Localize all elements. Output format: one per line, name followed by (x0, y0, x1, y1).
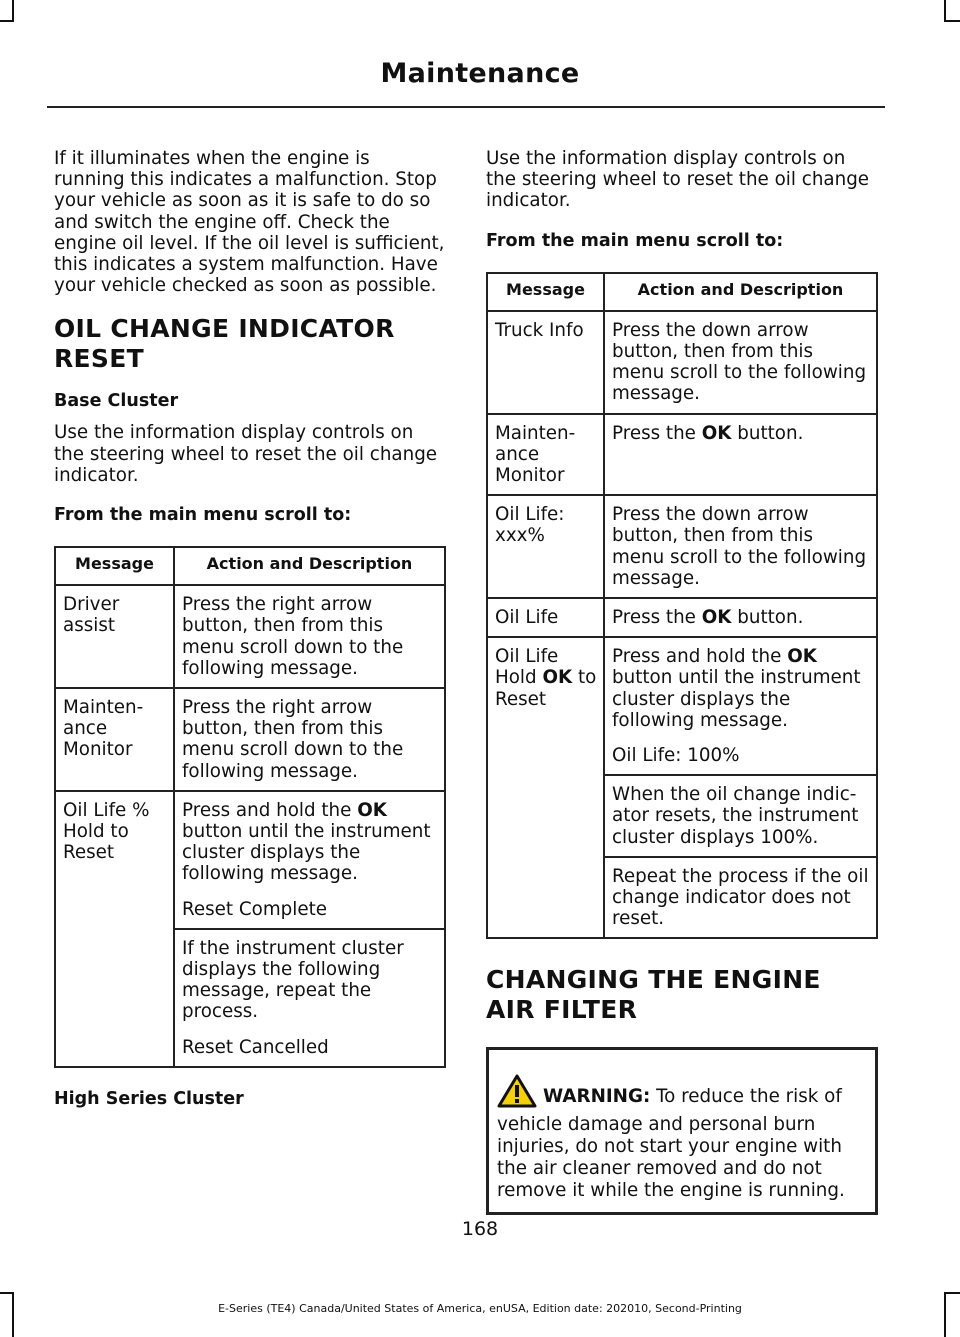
message-cell: Mainten- ance Monitor (55, 688, 174, 791)
base-cluster-heading: Base Cluster (54, 391, 179, 412)
action-cell: Press the down arrow button, then from this menu scroll to the following message. (604, 311, 877, 414)
page-number: 168 (461, 1218, 499, 1240)
table-row (487, 414, 877, 496)
column-header-message: Message (487, 273, 604, 311)
crop-mark (944, 1292, 960, 1294)
high-series-heading: High Series Cluster (54, 1088, 244, 1109)
crop-mark (12, 0, 14, 22)
message-text: Oil Life Hold (495, 646, 559, 689)
table-row (487, 311, 877, 414)
message-cell (487, 637, 604, 938)
page-header-title: Maintenance (380, 58, 580, 89)
ok-button-label: OK (701, 422, 732, 444)
action-cell: Press the down arrow button, then from this menu scroll to the following message. (604, 495, 877, 598)
warning-triangle-icon (497, 1074, 537, 1114)
footer-edition: E-Series (TE4) Canada/United States of America, enUSA, Edition date: 202010, Second-Printing (218, 1302, 742, 1315)
column-header-action: Action and Description (604, 273, 877, 311)
malfunction-paragraph: If it illuminates when the engine is running this indicates a malfunction. Stop your vehicle as soon as it is safe to do so and switch the engine off. Check the engine oil level. If the oil level is sufficient, this indicates a system malfunction. Have your vehicle checked as soon as possible. (54, 148, 445, 297)
action-text: Press and hold the (612, 646, 788, 668)
message-cell: Oil Life (487, 598, 604, 637)
display-message: Oil Life: 100% (612, 745, 740, 767)
action-text: If the instrument cluster displays the following message, repeat the process. (182, 937, 404, 1023)
warning-text: To reduce the risk of vehicle damage and personal burn injuries, do not start your engine with the air cleaner removed and do not remove it while the engine is running. (497, 1086, 845, 1202)
message-cell: Oil Life % Hold to Reset (55, 791, 174, 1067)
engine-air-filter-heading: CHANGING THE ENGINE AIR FILTER (486, 965, 821, 1025)
warning-box (486, 1047, 878, 1215)
left-column (54, 148, 446, 1120)
column-header-action: Action and Description (174, 547, 445, 585)
action-text: button until the instrument cluster displays the following message. (612, 667, 861, 731)
table-header-row (55, 547, 445, 585)
crop-mark (944, 0, 946, 22)
table-row (487, 637, 877, 775)
right-instructions: Use the information display controls on the steering wheel to reset the oil change indicator. (486, 148, 870, 212)
table-row (55, 688, 445, 791)
warning-label: WARNING: (543, 1086, 651, 1108)
oil-change-reset-heading: OIL CHANGE INDICATOR RESET (54, 314, 395, 374)
right-column (486, 148, 878, 1215)
action-cell (604, 414, 877, 496)
action-text: button. (731, 422, 804, 444)
action-cell (604, 598, 877, 637)
column-header-message: Message (55, 547, 174, 585)
message-text: to Reset (495, 667, 597, 710)
table-row (55, 791, 445, 929)
action-cell: Repeat the process if the oil change indicator does not reset. (604, 857, 877, 939)
action-cell (604, 637, 877, 775)
action-text: button until the instrument cluster displays the following message. (182, 821, 431, 885)
message-cell: Driver assist (55, 585, 174, 688)
message-cell: Truck Info (487, 311, 604, 414)
display-message: Reset Complete (182, 898, 327, 920)
message-cell: Mainten- ance Monitor (487, 414, 604, 496)
ok-button-label: OK (701, 607, 732, 629)
menu-scroll-lead: From the main menu scroll to: (54, 505, 352, 526)
crop-mark (0, 1292, 14, 1294)
display-message: Reset Cancelled (182, 1036, 329, 1058)
action-cell: Press the right arrow button, then from this menu scroll down to the following message. (174, 585, 445, 688)
action-cell: When the oil change indic- ator resets, the instrument cluster displays 100%. (604, 775, 877, 857)
crop-mark (944, 20, 960, 22)
menu-scroll-lead: From the main menu scroll to: (486, 230, 784, 251)
message-cell: Oil Life: xxx% (487, 495, 604, 598)
action-cell: Press the right arrow button, then from this menu scroll down to the following message. (174, 688, 445, 791)
base-cluster-table (54, 546, 446, 1068)
table-row (487, 495, 877, 598)
action-text: Press the (612, 607, 702, 629)
action-text: Press and hold the (182, 799, 358, 821)
action-text: Press the (612, 422, 702, 444)
ok-button-label: OK (542, 667, 573, 689)
action-text: button. (731, 607, 804, 629)
high-series-table (486, 272, 878, 940)
base-cluster-instructions: Use the information display controls on the steering wheel to reset the oil change indicator. (54, 422, 438, 486)
table-header-row (487, 273, 877, 311)
table-row (487, 598, 877, 637)
crop-mark (0, 20, 14, 22)
action-cell (174, 791, 445, 929)
action-cell (174, 929, 445, 1067)
ok-button-label: OK (787, 646, 817, 668)
table-row (55, 585, 445, 688)
header-divider (47, 106, 885, 108)
ok-button-label: OK (357, 799, 387, 821)
